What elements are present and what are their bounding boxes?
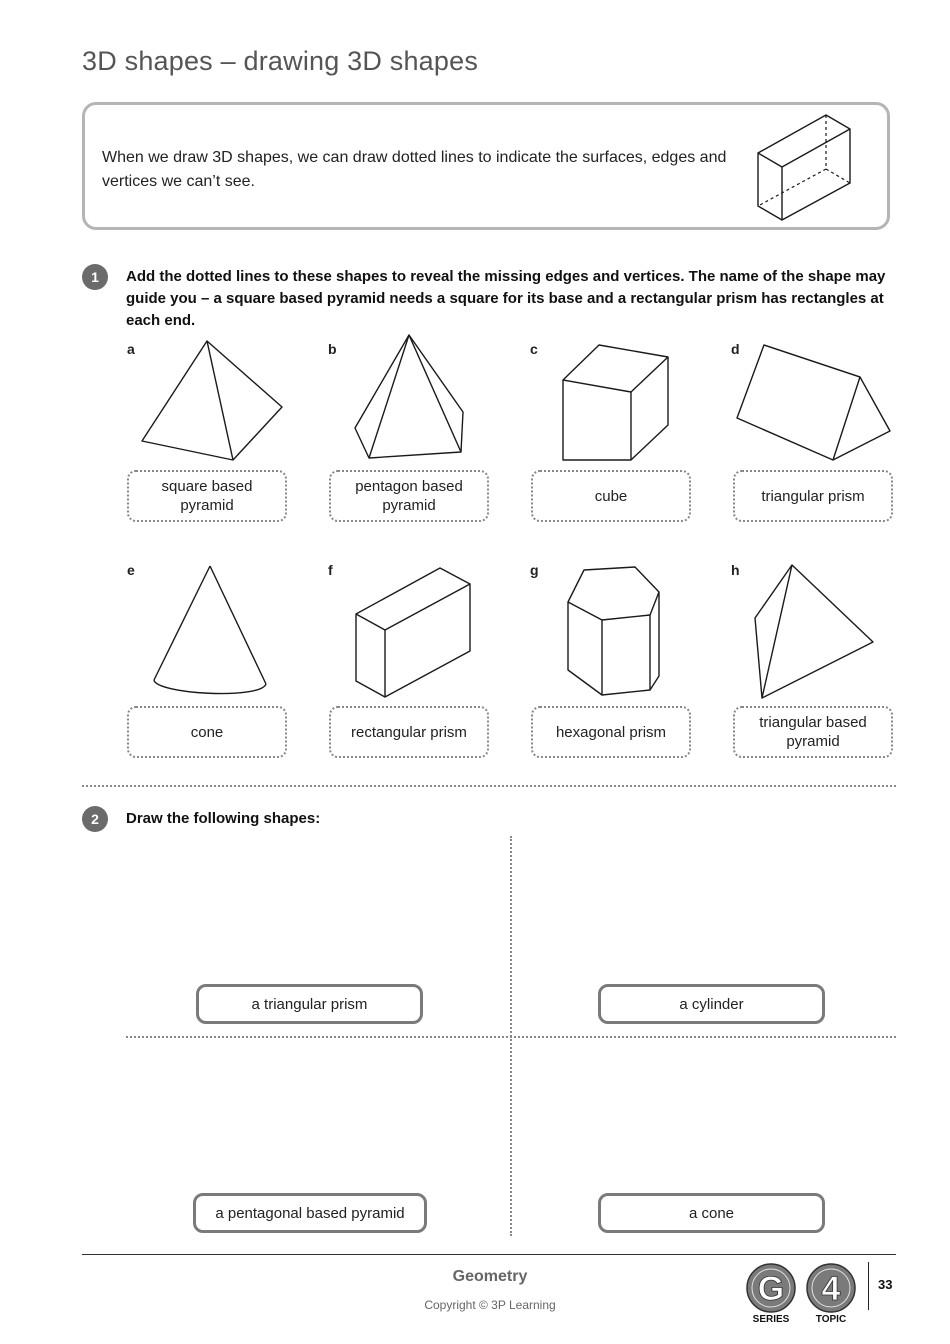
shape-f-label: rectangular prism: [329, 706, 489, 758]
page-number-divider: [868, 1262, 869, 1310]
shape-d-label: triangular prism: [733, 470, 893, 522]
shape-b-label: pentagon based pyramid: [329, 470, 489, 522]
shape-g-label: hexagonal prism: [531, 706, 691, 758]
footer-title: Geometry: [452, 1268, 528, 1285]
shape-d-letter: d: [731, 341, 740, 357]
series-letter: G: [757, 1270, 785, 1308]
cube-icon: [555, 340, 675, 465]
page-number: 33: [878, 1277, 893, 1292]
pentagon-pyramid-icon: [345, 330, 475, 465]
draw-box-triangular-prism-label: a triangular prism: [196, 984, 423, 1024]
shape-h-label: triangular based pyramid: [733, 706, 893, 758]
rectangular-prism-icon: [350, 562, 475, 702]
footer-copyright: Copyright © 3P Learning: [424, 1298, 556, 1312]
drawing-grid-horizontal-divider: [126, 1036, 896, 1038]
shape-c-letter: c: [530, 341, 538, 357]
footer-rule: [82, 1254, 896, 1255]
shape-a-label: square based pyramid: [127, 470, 287, 522]
shape-b-letter: b: [328, 341, 337, 357]
topic-number: 4: [821, 1270, 841, 1308]
shape-h-letter: h: [731, 562, 740, 578]
question-2-number: 2: [82, 806, 108, 832]
question-2-instruction: Draw the following shapes:: [126, 810, 321, 827]
topic-label: TOPIC: [815, 1314, 847, 1325]
info-text: When we draw 3D shapes, we can draw dotted lines to indicate the surfaces, edges and vertices we can’t see.: [102, 149, 727, 190]
section-divider: [82, 785, 896, 787]
shape-e-letter: e: [127, 562, 135, 578]
question-1-instruction: Add the dotted lines to these shapes to reveal the missing edges and vertices. The name of the shape may guide you – a square based pyramid needs a square for its base and a rectangular prism has rectangles at each end.: [126, 268, 886, 329]
shape-g-letter: g: [530, 562, 539, 578]
hexagonal-prism-icon: [562, 562, 667, 702]
triangular-prism-icon: [730, 340, 900, 465]
topic-badge-icon: [805, 1262, 857, 1314]
page-title: 3D shapes – drawing 3D shapes: [82, 46, 479, 76]
draw-box-cylinder-label: a cylinder: [598, 984, 825, 1024]
question-1-number: 1: [82, 264, 108, 290]
series-label: SERIES: [752, 1314, 790, 1325]
shape-c-label: cube: [531, 470, 691, 522]
triangular-pyramid-icon: [745, 560, 880, 705]
draw-box-cone-label: a cone: [598, 1193, 825, 1233]
shape-e-label: cone: [127, 706, 287, 758]
shape-a-letter: a: [127, 341, 135, 357]
draw-box-pentagonal-pyramid-label: a pentagonal based pyramid: [193, 1193, 427, 1233]
cone-icon: [148, 560, 273, 705]
series-badge-icon: [745, 1262, 797, 1314]
dotted-prism-example-icon: [752, 110, 862, 230]
shape-f-letter: f: [328, 562, 333, 578]
square-pyramid-icon: [130, 335, 295, 465]
